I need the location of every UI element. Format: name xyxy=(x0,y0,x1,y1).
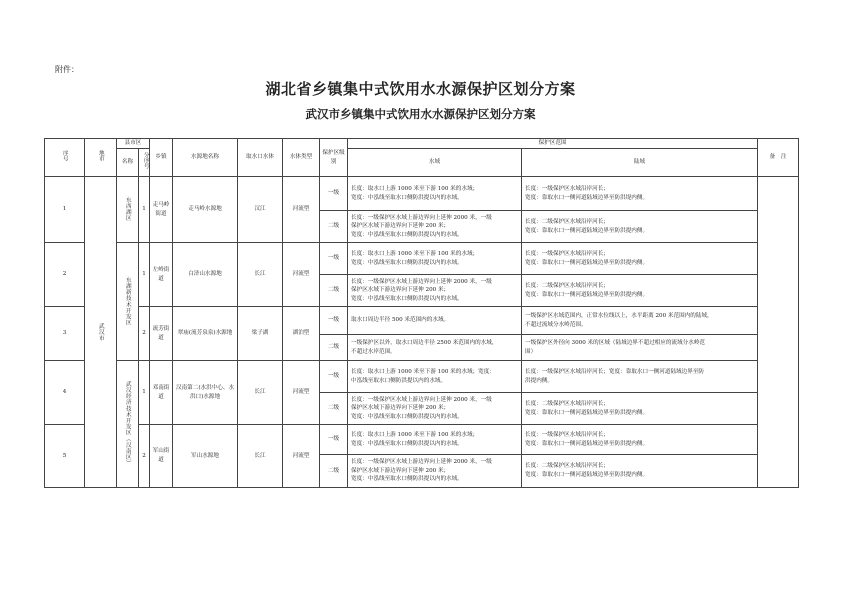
row-4-level-2-water: 长度：一级保护区水域上游边界向上延伸 2000 米，一级 保护区水域下游边界向下延伸 200 米； 宽度：中泓线至取水口侧防洪提以内的水域。 xyxy=(348,393,522,425)
row-5-level-1-land: 长度：一级保护区水域沿岸河长； 宽度：靠取水口一侧河道陆域边界至防洪提内侧。 xyxy=(522,425,758,455)
row-2-level-1-water: 长度：取水口上游 1000 米至下游 100 米的水域； 宽度：中泓线至取水口侧防洪提以内的水域。 xyxy=(348,243,522,275)
row-4-level-2: 二级 xyxy=(320,393,348,425)
row-1-level-1-water: 长度：取水口上游 1000 米至下游 100 米的水域； 宽度：中泓线至取水口侧防洪提以内的水域。 xyxy=(348,177,522,211)
city-cell xyxy=(85,177,117,488)
header-city: 地市 xyxy=(85,139,117,177)
row-3-level-1-water: 取水口周边半径 500 米范围内的水域。 xyxy=(348,307,522,335)
row-2-type: 河流型 xyxy=(283,243,320,307)
row-5-level-2: 二级 xyxy=(320,455,348,488)
district-2-cell xyxy=(117,243,139,361)
sub-title: 武汉市乡镇集中式饮用水水源保护区划分方案 xyxy=(305,107,536,121)
row-3-level-1: 一级 xyxy=(320,307,348,335)
row-1-level-1: 一级 xyxy=(320,177,348,211)
row-3-intake: 梁子湖 xyxy=(238,307,283,361)
row-2-seq: 2 xyxy=(45,243,85,307)
header-district-name: 名称 xyxy=(117,149,139,177)
row-5-level-2-land: 长度：二级保护区水域沿岸河长； 宽度：靠取水口一侧河道陆域边界至防洪提内侧。 xyxy=(522,455,758,488)
header-protection-level: 保护区级别 xyxy=(320,139,348,177)
row-5-level-1: 一级 xyxy=(320,425,348,455)
row-3-level-2-land: 一级保护区外径向 3000 米的区域（陆域边界不超过相应的流域分水岭范 围） xyxy=(522,335,758,361)
district-3-cell xyxy=(117,361,139,488)
row-2-intake: 长江 xyxy=(238,243,283,307)
header-district-seq: 分序号 xyxy=(139,149,150,177)
protection-zone-table xyxy=(44,138,799,488)
row-5-town: 军山街道 xyxy=(150,425,173,488)
row-4-town: 邓南街道 xyxy=(150,361,173,425)
row-4-source: 汉南第二(水洪中心、水洪口)水源地 xyxy=(173,361,238,425)
row-2-level-2-water: 长度：一级保护区水域上游边界向上延伸 2000 米，一级 保护区水域下游边界向下延伸 200 米； 宽度：中泓线至取水口侧防洪提以内的水域。 xyxy=(348,275,522,307)
row-4-seq: 4 xyxy=(45,361,85,425)
district-1-name: 东西湖区 xyxy=(124,197,131,222)
row-1-level-2-water: 长度：一级保护区水域上游边界向上延伸 2000 米，一级 保护区水域下游边界向下延伸 200 米； 宽度：中泓线至取水口侧防洪提以内的水域。 xyxy=(348,211,522,243)
attachment-label: 附件： xyxy=(55,65,79,74)
row-1-level-1-land: 长度：一级保护区水域沿岸河长； 宽度：靠取水口一侧河道陆域边界至防洪堤内侧。 xyxy=(522,177,758,211)
row-3-source: 翠庙(流芳泉泉)水源地 xyxy=(173,307,238,361)
row-3-seq: 3 xyxy=(45,307,85,361)
row-4-sub-seq: 1 xyxy=(139,361,150,425)
city-name: 武汉市 xyxy=(97,322,104,342)
header-source-name: 水源地名称 xyxy=(173,139,238,177)
row-1-intake: 汉江 xyxy=(238,177,283,243)
row-1-source: 走马岭水源地 xyxy=(173,177,238,243)
main-title: 湖北省乡镇集中式饮用水水源保护区划分方案 xyxy=(265,80,576,98)
remarks-cell xyxy=(758,177,799,488)
header-water-area: 水域 xyxy=(348,149,522,177)
row-5-level-2-water: 长度：一级保护区水域上游边界向上延伸 2000 米，一级 保护区水域下游边界向下延伸 200 米； 宽度：中泓线至取水口侧防洪提以内的水域。 xyxy=(348,455,522,488)
row-4-level-1-land: 长度：一级保护区水域沿岸河长；宽度：靠取水口一侧河道陆域边界至防 洪提内侧。 xyxy=(522,361,758,393)
header-water-type: 水体类型 xyxy=(283,139,320,177)
row-1-level-2-land: 长度：二级保护区水域沿岸河长； 宽度：靠取水口一侧河道陆域边界至防洪提内侧。 xyxy=(522,211,758,243)
header-town: 乡镇 xyxy=(150,139,173,177)
row-3-sub-seq: 2 xyxy=(139,307,150,361)
header-seq: 序号 xyxy=(45,139,85,177)
header-intake-water-body: 取水口水体 xyxy=(238,139,283,177)
row-3-level-2-water: 一级保护区以外，取水口周边半径 2500 米范围内的水域， 不超过水岸范围。 xyxy=(348,335,522,361)
row-1-town: 走马岭街道 xyxy=(150,177,173,243)
row-2-level-1-land: 长度：一级保护区水域沿岸河长； 宽度：靠取水口一侧河道陆域边界至防洪提内侧。 xyxy=(522,243,758,275)
row-4-level-2-land: 长度：二级保护区水域沿岸河长； 宽度：靠取水口一侧河道陆域边界至防洪提内侧。 xyxy=(522,393,758,425)
row-5-intake: 长江 xyxy=(238,425,283,488)
header-land-area: 陆域 xyxy=(522,149,758,177)
row-3-type: 湖泊型 xyxy=(283,307,320,361)
row-1-level-2: 二级 xyxy=(320,211,348,243)
row-1-type: 河流型 xyxy=(283,177,320,243)
row-2-town: 左岭街道 xyxy=(150,243,173,307)
row-5-level-1-water: 长度：取水口上游 1000 米至下游 100 米的水域； 宽度：中泓线至取水口侧防洪提以内的水域。 xyxy=(348,425,522,455)
district-2-name: 东湖新技术开发区 xyxy=(124,277,131,326)
row-2-sub-seq: 1 xyxy=(139,243,150,307)
header-remarks: 备 注 xyxy=(758,139,799,177)
row-5-seq: 5 xyxy=(45,425,85,488)
row-3-town: 流芳街道 xyxy=(150,307,173,361)
row-4-level-1-water: 长度：取水口上游 1000 米至下游 100 米的水域；宽度： 中泓线至取水口侧防洪提以内的水域。 xyxy=(348,361,522,393)
row-2-level-2-land: 长度：二级保护区水域沿岸河长； 宽度：靠取水口一侧河道陆域边界至防洪提内侧。 xyxy=(522,275,758,307)
row-4-intake: 长江 xyxy=(238,361,283,425)
district-1-cell xyxy=(117,177,139,243)
row-4-level-1: 一级 xyxy=(320,361,348,393)
row-5-source: 军山水源地 xyxy=(173,425,238,488)
row-5-sub-seq: 2 xyxy=(139,425,150,488)
row-3-level-2: 二级 xyxy=(320,335,348,361)
row-2-level-1: 一级 xyxy=(320,243,348,275)
header-district-group: 县市区 xyxy=(117,139,150,149)
row-5-type: 河流型 xyxy=(283,425,320,488)
row-1-sub-seq: 1 xyxy=(139,177,150,243)
row-3-level-1-land: 一级保护区水域范围内，正常水位线以上，水平距离 200 米范围内的陆域， 不超过流域分水岭范围。 xyxy=(522,307,758,335)
row-2-level-2: 二级 xyxy=(320,275,348,307)
row-4-type: 河流型 xyxy=(283,361,320,425)
row-1-seq: 1 xyxy=(45,177,85,243)
header-protection-range: 保护区范围 xyxy=(348,139,758,149)
row-2-source: 白浒山水源地 xyxy=(173,243,238,307)
district-3-name: 武汉经济技术开发区（汉南区） xyxy=(124,381,131,467)
